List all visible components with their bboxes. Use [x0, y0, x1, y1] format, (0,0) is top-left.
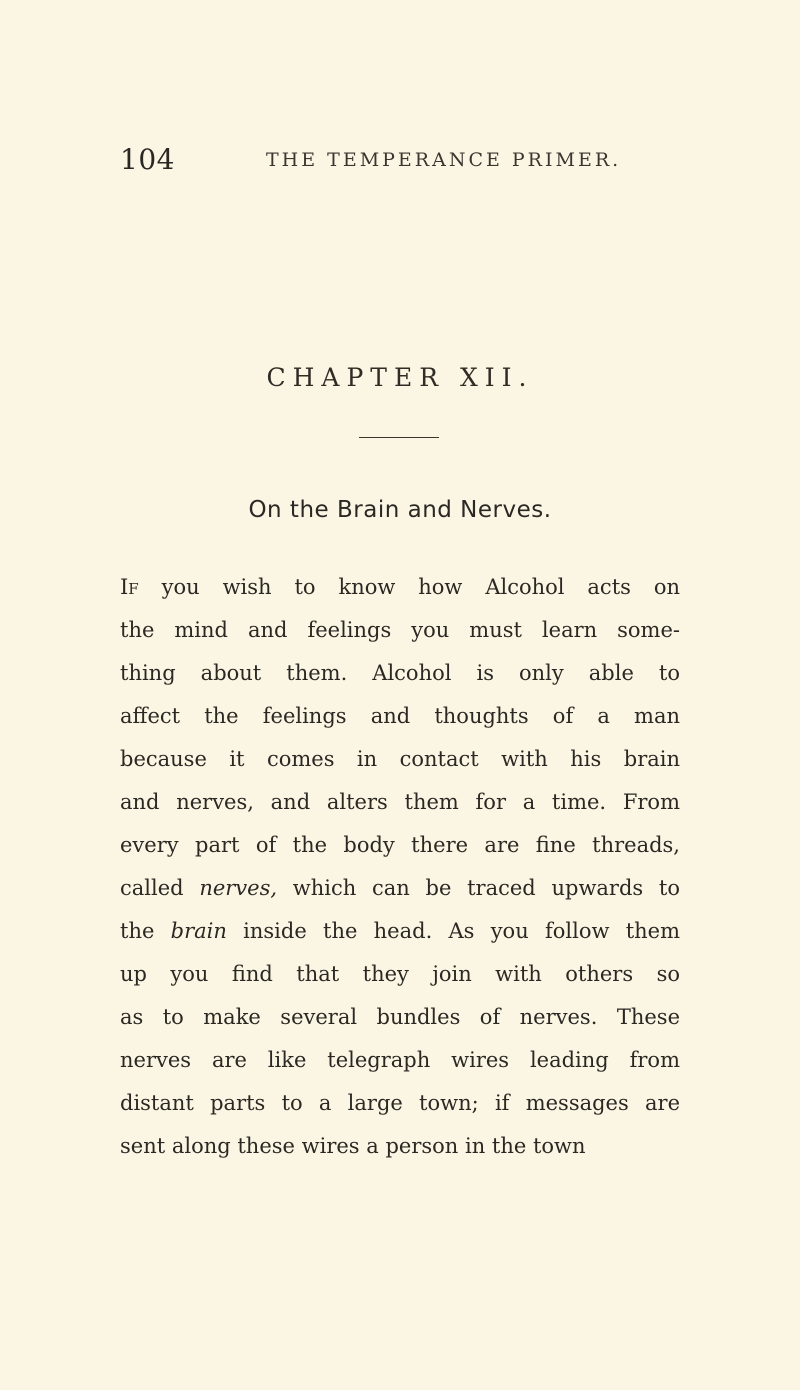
italic-term: brain: [170, 919, 227, 943]
text-line: called nerves, which can be traced upwards to: [120, 876, 680, 900]
text-line: nerves are like telegraph wires leading from: [120, 1048, 680, 1072]
text-line: distant parts to a large town; if messages are: [120, 1091, 680, 1115]
text-line: thing about them. Alcohol is only able to: [120, 661, 680, 685]
italic-term: nerves,: [199, 876, 278, 900]
text-line: If you wish to know how Alcohol acts on: [120, 575, 680, 599]
body-paragraph: [120, 566, 680, 1168]
chapter-subtitle: On the Brain and Nerves.: [248, 497, 552, 523]
text-line: every part of the body there are fine threads,: [120, 833, 680, 857]
text-line: and nerves, and alters them for a time. From: [120, 790, 680, 814]
text-line: the brain inside the head. As you follow them: [120, 919, 680, 943]
text-line: affect the feelings and thoughts of a man: [120, 704, 680, 728]
text-line: as to make several bundles of nerves. These: [120, 1005, 680, 1029]
text-line: up you find that they join with others so: [120, 962, 680, 986]
chapter-divider: [359, 437, 439, 438]
page-header: [120, 143, 680, 183]
page-number: 104: [120, 143, 175, 176]
running-title: THE TEMPERANCE PRIMER.: [266, 149, 622, 171]
text-line: because it comes in contact with his brain: [120, 747, 680, 771]
opening-word: If: [120, 575, 139, 599]
chapter-heading: CHAPTER XII.: [266, 363, 534, 392]
text-line: sent along these wires a person in the town: [120, 1134, 586, 1158]
text-line: the mind and feelings you must learn some-: [120, 618, 680, 642]
